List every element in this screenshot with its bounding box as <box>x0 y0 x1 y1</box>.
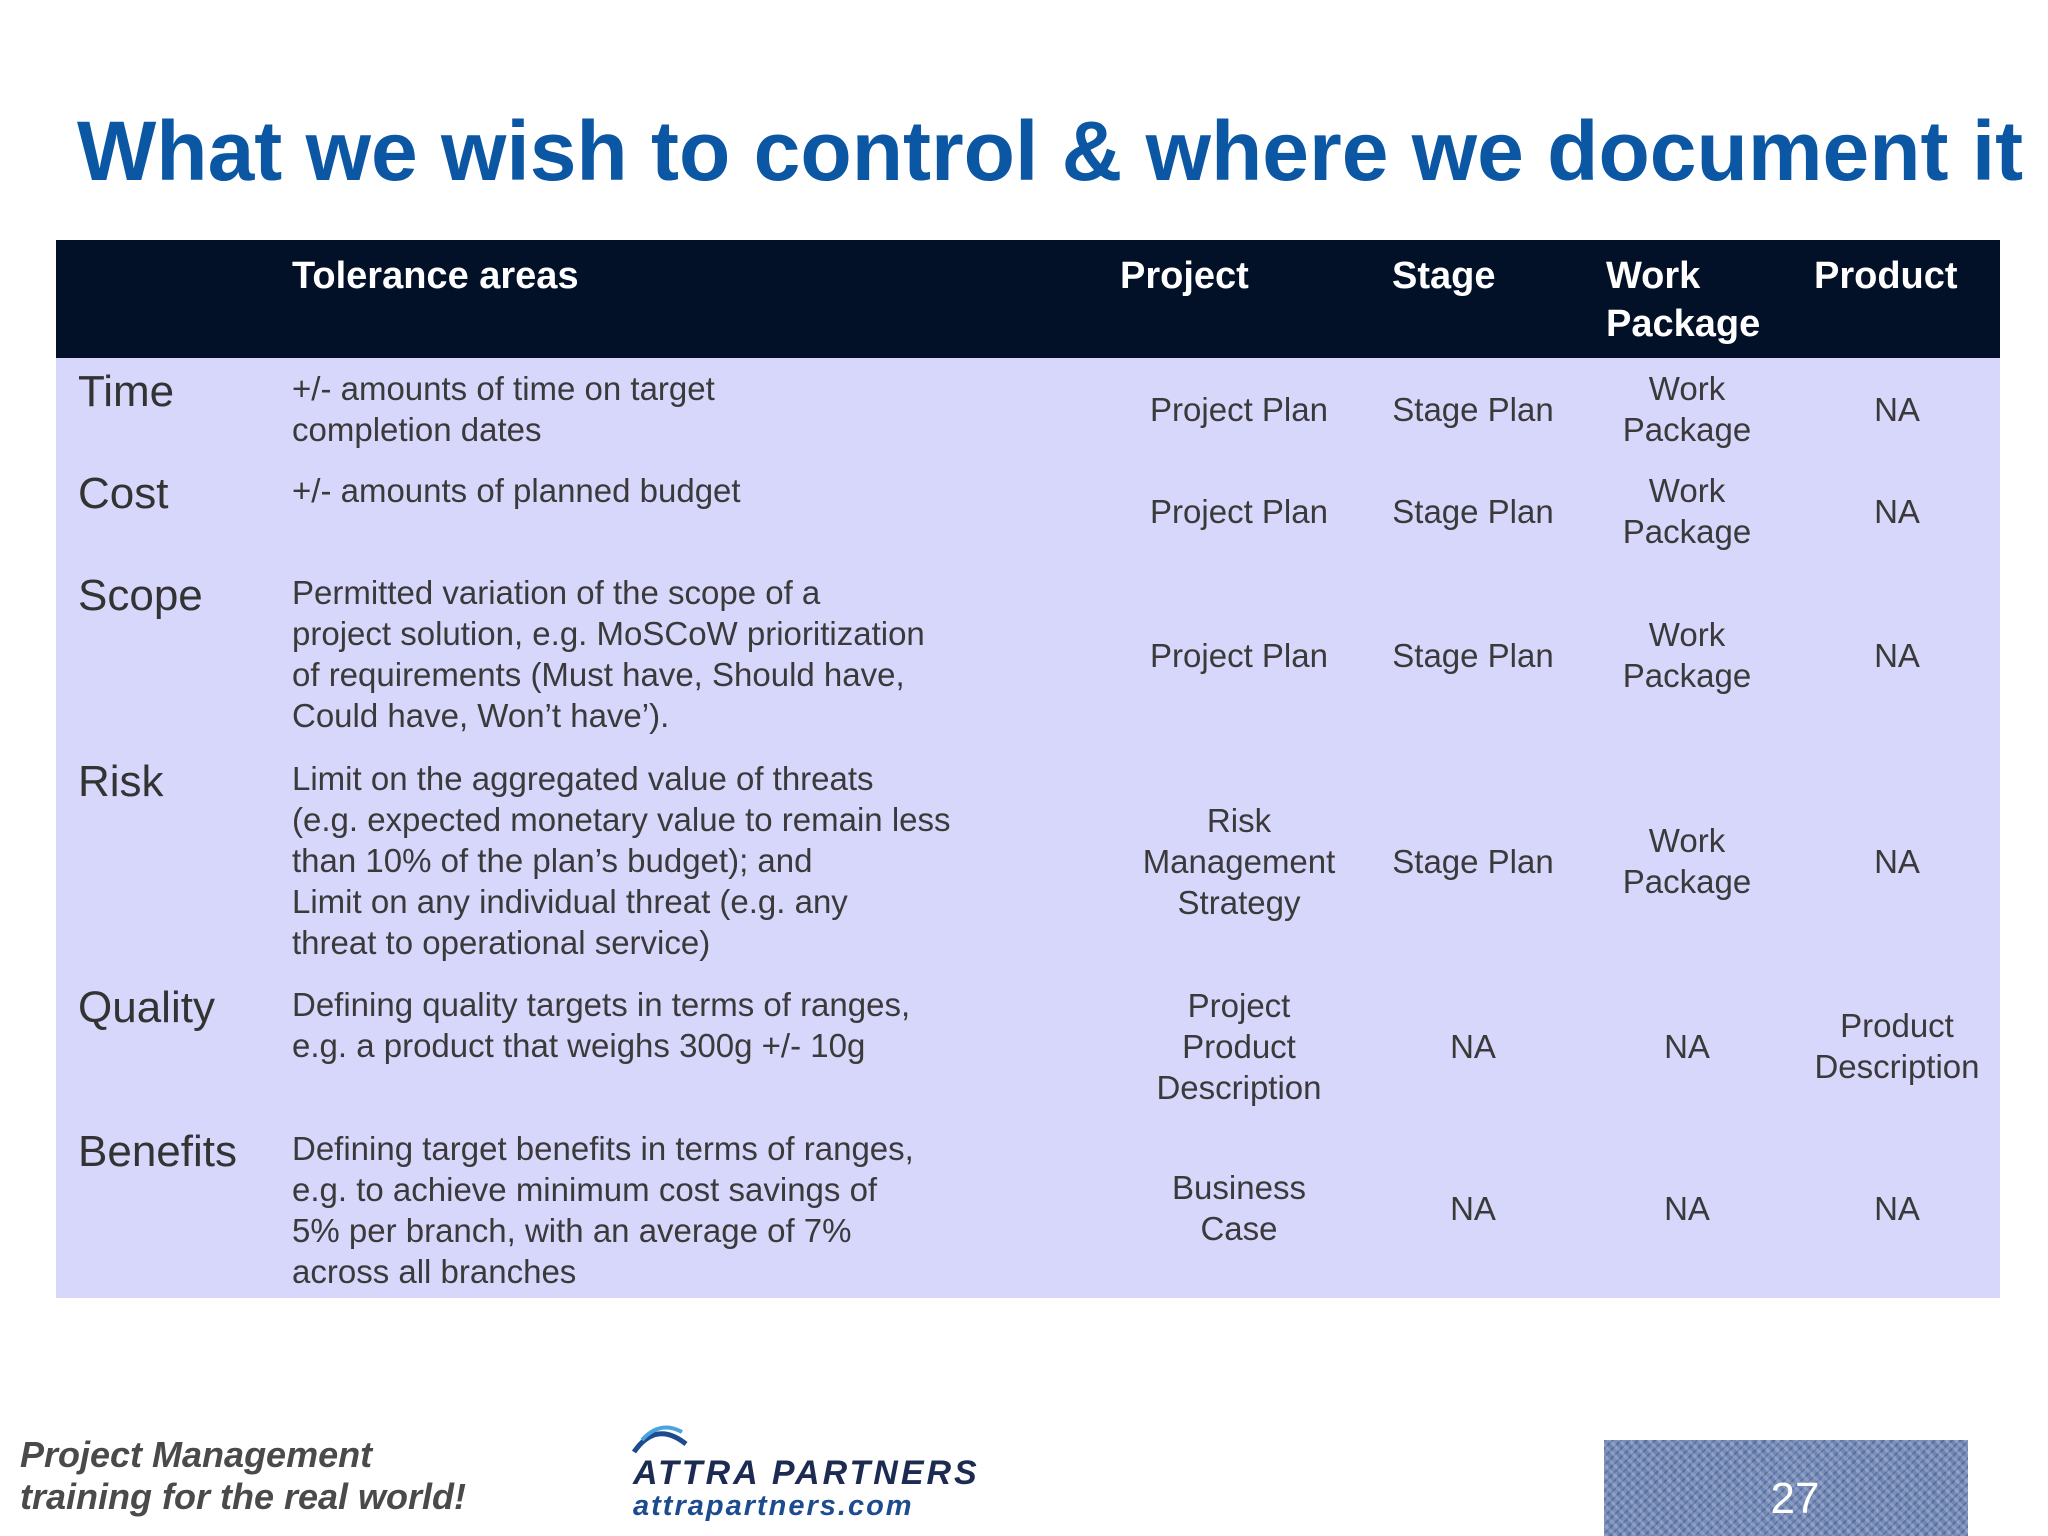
tagline-line-2: training for the real world! <box>20 1476 467 1517</box>
description-cell: Limit on the aggregated value of threats (e.g. expected monetary value to remain less than 10% of the plan’s budget); and Limit on any individual threat (e.g. any threat to operational service) <box>292 760 951 961</box>
header-tolerance-areas: Tolerance areas <box>292 255 579 297</box>
table-row <box>56 974 2000 1118</box>
product-doc-cell: NA <box>1874 842 1920 880</box>
description-cell: Defining target benefits in terms of ranges, e.g. to achieve minimum cost savings of 5% per branch, with an average of 7% across all branches <box>292 1130 914 1290</box>
product-doc-cell: NA <box>1874 1189 1920 1227</box>
table-row <box>56 748 2000 974</box>
project-doc-cell: Project Plan <box>1150 492 1328 530</box>
stage-doc-cell: Stage Plan <box>1392 842 1554 880</box>
header-work-package: Work Package <box>1606 255 1761 345</box>
project-doc-cell: Project Plan <box>1150 390 1328 428</box>
table-row <box>56 1118 2000 1298</box>
description-cell: Permitted variation of the scope of a project solution, e.g. MoSCoW prioritization of requirements (Must have, Should have, Could have, Won’t have’). <box>292 574 925 734</box>
work-package-doc-cell: Work Package <box>1622 472 1752 550</box>
logo-company-name: ATTRA PARTNERS <box>633 1454 980 1492</box>
header-project: Project <box>1120 255 1249 297</box>
work-package-doc-cell: Work Package <box>1622 822 1752 900</box>
work-package-doc-cell: Work Package <box>1622 370 1752 448</box>
tagline-line-1: Project Management <box>20 1434 373 1475</box>
work-package-doc-cell: NA <box>1664 1189 1710 1227</box>
logo-website: attrapartners.com <box>633 1490 914 1522</box>
tolerance-area-cell: Risk <box>78 757 164 806</box>
tolerance-area-cell: Benefits <box>78 1127 237 1176</box>
footer-tagline <box>20 1434 466 1518</box>
attra-swoosh-logo-icon <box>630 1418 690 1458</box>
table-row <box>56 562 2000 748</box>
product-doc-cell: Product Description <box>1814 1007 1980 1085</box>
header-blank <box>56 240 292 358</box>
project-doc-cell: Risk Management Strategy <box>1142 801 1336 921</box>
tolerance-area-cell: Scope <box>78 571 203 620</box>
tolerance-table-container <box>56 240 2000 1298</box>
tolerance-area-cell: Quality <box>78 983 215 1032</box>
project-doc-cell: Business Case <box>1172 1169 1306 1247</box>
header-product: Product <box>1814 255 1958 297</box>
project-doc-cell: Project Product Description <box>1156 986 1322 1106</box>
work-package-doc-cell: NA <box>1664 1027 1710 1065</box>
stage-doc-cell: NA <box>1450 1027 1496 1065</box>
tolerance-table <box>56 240 2000 1298</box>
header-stage: Stage <box>1392 255 1496 297</box>
work-package-doc-cell: Work Package <box>1622 616 1752 694</box>
product-doc-cell: NA <box>1874 492 1920 530</box>
tolerance-area-cell: Time <box>78 367 175 416</box>
slide-title: What we wish to control & where we document it <box>77 104 2024 198</box>
table-row <box>56 460 2000 562</box>
logo-swoosh-dark <box>634 1434 686 1452</box>
stage-doc-cell: Stage Plan <box>1392 636 1554 674</box>
page-number: 27 <box>1770 1474 1820 1523</box>
stage-doc-cell: Stage Plan <box>1392 390 1554 428</box>
table-header-row <box>56 240 2000 358</box>
project-doc-cell: Project Plan <box>1150 636 1328 674</box>
description-cell: Defining quality targets in terms of ranges, e.g. a product that weighs 300g +/- 10g <box>292 986 911 1064</box>
table-row <box>56 358 2000 460</box>
tolerance-area-cell: Cost <box>78 469 169 518</box>
description-cell: +/- amounts of planned budget <box>292 472 741 509</box>
product-doc-cell: NA <box>1874 636 1920 674</box>
stage-doc-cell: NA <box>1450 1189 1496 1227</box>
description-cell: +/- amounts of time on target completion dates <box>292 370 715 448</box>
product-doc-cell: NA <box>1874 390 1920 428</box>
stage-doc-cell: Stage Plan <box>1392 492 1554 530</box>
